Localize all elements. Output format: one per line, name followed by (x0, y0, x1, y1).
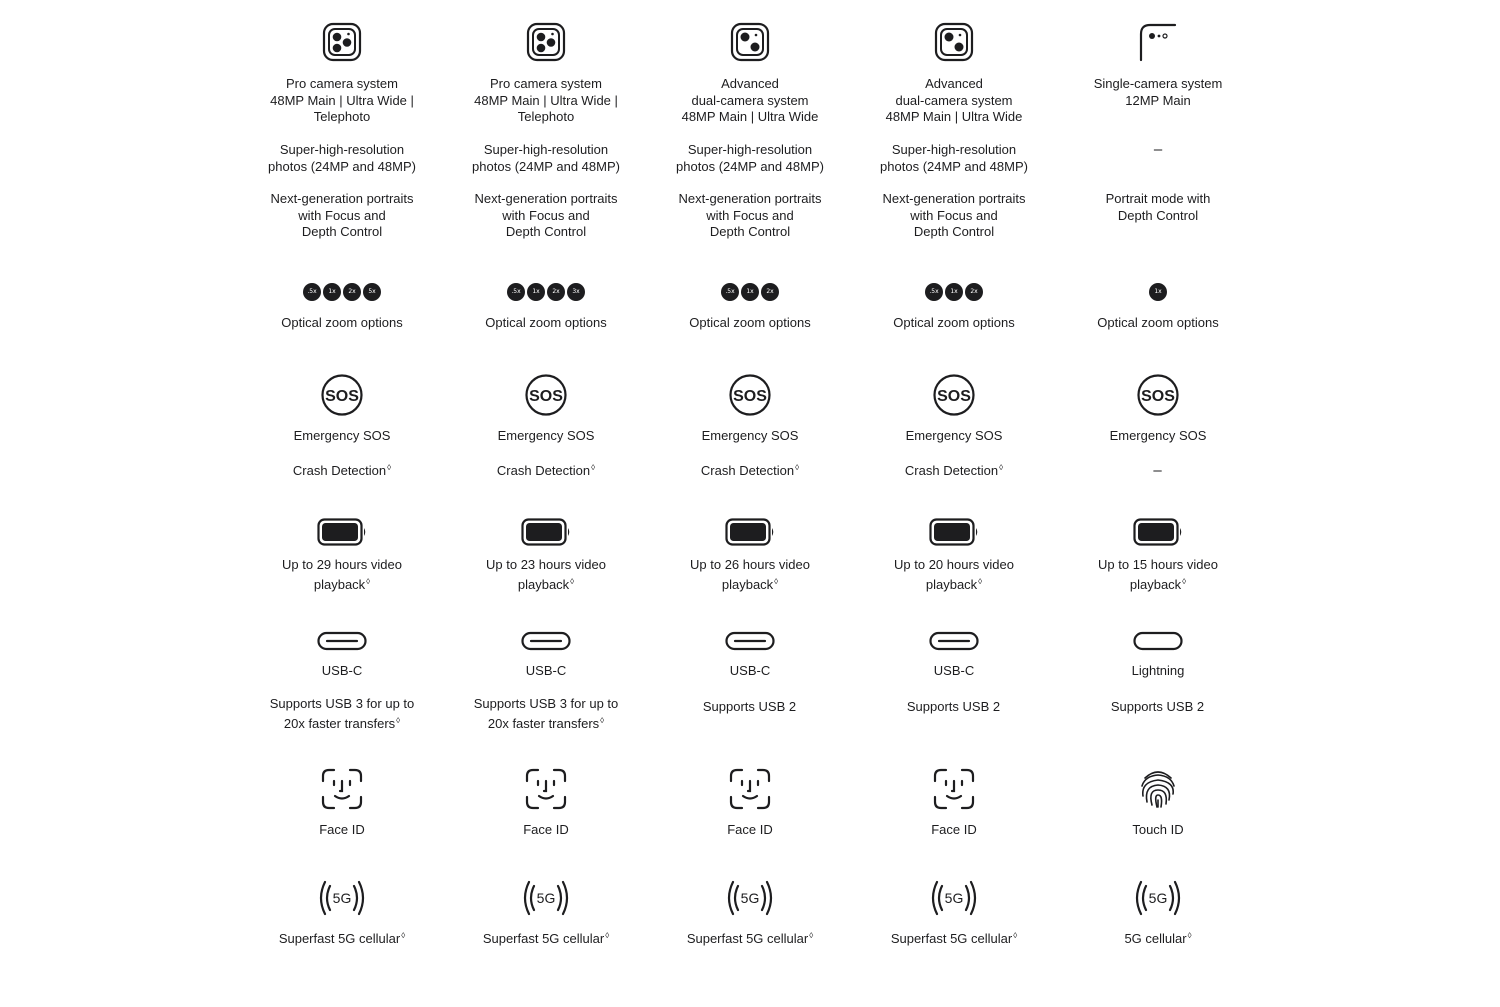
auth-text: Face ID (319, 822, 365, 837)
camera-icon-cell (444, 22, 648, 67)
port-text: USB-C (525, 663, 567, 678)
battery-icon (1133, 518, 1183, 546)
transfer-text: Supports USB 2 (1110, 699, 1205, 714)
zoom-chip: 1x (527, 283, 545, 301)
zoom-chip: 5x (363, 283, 381, 301)
battery-text: Up to 29 hours video playback◊ (282, 557, 402, 592)
emergency-sos-text: Emergency SOS (497, 428, 595, 443)
crash-detection-text: – (1153, 462, 1162, 479)
auth-text: Face ID (727, 822, 773, 837)
portraits-text: Next-generation portraits with Focus and Depth Control (474, 191, 618, 239)
5g-cellular-icon (316, 878, 368, 918)
5g-icon-label: 5G (944, 890, 964, 906)
camera-icon-cell (852, 22, 1056, 67)
cellular-text: Superfast 5G cellular◊ (482, 931, 610, 946)
port-text: USB-C (729, 663, 771, 678)
crash-detection-text: Crash Detection◊ (292, 463, 392, 478)
auth-text: Touch ID (1132, 822, 1184, 837)
zoom-chip: .5x (303, 283, 321, 301)
crash-detection-text: Crash Detection◊ (904, 463, 1004, 478)
touch-id-icon (1056, 768, 1260, 815)
transfer-text: Supports USB 3 for up to 20x faster transfers◊ (269, 696, 415, 731)
triple-camera-icon (444, 22, 648, 67)
photos-text: Super-high-resolution photos (24MP and 48MP) (268, 142, 416, 174)
sos-icon-label: SOS (733, 388, 767, 405)
face-id-icon (852, 768, 1056, 815)
sos-icon (728, 373, 772, 417)
zoom-label: Optical zoom options (281, 315, 403, 330)
5g-icon-label: 5G (1148, 890, 1168, 906)
camera-system-text: Advanced dual-camera system 48MP Main | Ultra Wide (681, 76, 819, 124)
port-text: USB-C (933, 663, 975, 678)
zoom-options (852, 283, 1056, 301)
transfer-text: Supports USB 3 for up to 20x faster transfers◊ (473, 696, 619, 731)
dual-camera-icon (852, 22, 1056, 67)
battery-icon (929, 518, 979, 546)
cellular-text: 5G cellular◊ (1124, 931, 1192, 946)
zoom-chip: 1x (741, 283, 759, 301)
cellular-text: Superfast 5G cellular◊ (890, 931, 1018, 946)
auth-text: Face ID (931, 822, 977, 837)
portraits-text: Portrait mode with Depth Control (1105, 191, 1211, 223)
portraits-text: Next-generation portraits with Focus and Depth Control (270, 191, 414, 239)
zoom-chip: .5x (925, 283, 943, 301)
photos-text: Super-high-resolution photos (24MP and 48MP) (676, 142, 824, 174)
5g-icon-label: 5G (332, 890, 352, 906)
crash-detection-text: Crash Detection◊ (700, 463, 800, 478)
model-column-4 (852, 0, 1056, 1007)
usb-c-port-icon (852, 631, 1056, 656)
zoom-label: Optical zoom options (485, 315, 607, 330)
lightning-port-icon (1056, 631, 1260, 656)
zoom-chip: .5x (507, 283, 525, 301)
cellular-text: Superfast 5G cellular◊ (686, 931, 814, 946)
5g-cellular-icon (928, 878, 980, 918)
triple-camera-icon (240, 22, 444, 67)
5g-cellular-icon (1132, 878, 1184, 918)
zoom-chip: .5x (721, 283, 739, 301)
face-id-icon (648, 768, 852, 815)
sos-icon (932, 373, 976, 417)
camera-system-text: Pro camera system 48MP Main | Ultra Wide | Telephoto (474, 76, 618, 124)
photos-text: – (1153, 141, 1163, 158)
dual-camera-icon (648, 22, 852, 67)
battery-icon (725, 518, 775, 546)
camera-system-text: Pro camera system 48MP Main | Ultra Wide | Telephoto (270, 76, 414, 124)
zoom-chip: 2x (343, 283, 361, 301)
sos-icon-label: SOS (325, 388, 359, 405)
emergency-sos-text: Emergency SOS (293, 428, 391, 443)
auth-text: Face ID (523, 822, 569, 837)
battery-text: Up to 26 hours video playback◊ (690, 557, 810, 592)
port-text: Lightning (1131, 663, 1185, 678)
zoom-label: Optical zoom options (1097, 315, 1219, 330)
battery-text: Up to 15 hours video playback◊ (1098, 557, 1218, 592)
5g-icon-label: 5G (536, 890, 556, 906)
battery-icon (521, 518, 571, 546)
transfer-text: Supports USB 2 (906, 699, 1001, 714)
usb-c-port-icon (648, 631, 852, 656)
5g-cellular-icon (520, 878, 572, 918)
zoom-label: Optical zoom options (689, 315, 811, 330)
zoom-chip: 3x (567, 283, 585, 301)
portraits-text: Next-generation portraits with Focus and Depth Control (678, 191, 822, 239)
zoom-options (444, 283, 648, 301)
portraits-text: Next-generation portraits with Focus and Depth Control (882, 191, 1026, 239)
single-camera-icon (1056, 22, 1260, 67)
emergency-sos-text: Emergency SOS (701, 428, 799, 443)
emergency-sos-text: Emergency SOS (1109, 428, 1207, 443)
face-id-icon (240, 768, 444, 815)
camera-system-text: Advanced dual-camera system 48MP Main | Ultra Wide (885, 76, 1023, 124)
camera-icon-cell (648, 22, 852, 67)
usb-c-port-icon (240, 631, 444, 656)
zoom-chip: 1x (1149, 283, 1167, 301)
zoom-options (240, 283, 444, 301)
camera-icon-cell (1056, 22, 1260, 67)
cellular-text: Superfast 5G cellular◊ (278, 931, 406, 946)
sos-icon-label: SOS (937, 388, 971, 405)
5g-cellular-icon (724, 878, 776, 918)
photos-text: Super-high-resolution photos (24MP and 48MP) (472, 142, 620, 174)
battery-icon (317, 518, 367, 546)
model-column-2 (444, 0, 648, 1007)
usb-c-port-icon (444, 631, 648, 656)
model-column-5 (1056, 0, 1260, 1007)
face-id-icon (444, 768, 648, 815)
crash-detection-text: Crash Detection◊ (496, 463, 596, 478)
sos-icon (1136, 373, 1180, 417)
model-column-1 (240, 0, 444, 1007)
battery-text: Up to 20 hours video playback◊ (894, 557, 1014, 592)
camera-system-text: Single-camera system 12MP Main (1093, 76, 1223, 108)
5g-icon-label: 5G (740, 890, 760, 906)
sos-icon (524, 373, 568, 417)
photos-text: Super-high-resolution photos (24MP and 48MP) (880, 142, 1028, 174)
sos-icon-label: SOS (529, 388, 563, 405)
transfer-text: Supports USB 2 (702, 699, 797, 714)
zoom-chip: 2x (761, 283, 779, 301)
zoom-options (648, 283, 852, 301)
zoom-chip: 2x (547, 283, 565, 301)
camera-icon-cell (240, 22, 444, 67)
model-column-3 (648, 0, 852, 1007)
zoom-label: Optical zoom options (893, 315, 1015, 330)
sos-icon (320, 373, 364, 417)
sos-icon-label: SOS (1141, 388, 1175, 405)
zoom-chip: 1x (323, 283, 341, 301)
emergency-sos-text: Emergency SOS (905, 428, 1003, 443)
battery-text: Up to 23 hours video playback◊ (486, 557, 606, 592)
zoom-chip: 1x (945, 283, 963, 301)
port-text: USB-C (321, 663, 363, 678)
zoom-options (1056, 283, 1260, 301)
zoom-chip: 2x (965, 283, 983, 301)
